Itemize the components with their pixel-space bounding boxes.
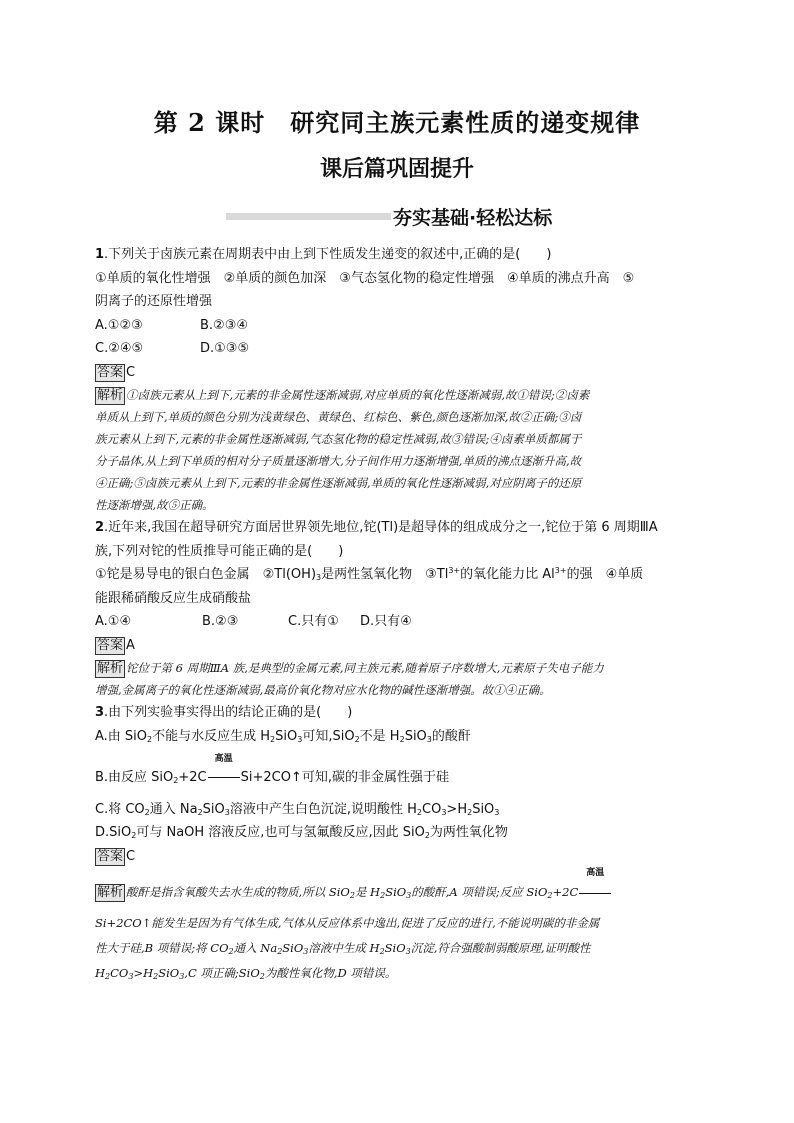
section-title: 夯实基础·轻松达标 — [393, 207, 553, 229]
answer-tag: 答案 — [97, 848, 124, 864]
page-subtitle: 课后篇巩固提升 — [319, 156, 474, 182]
option-a[interactable]: A.由 SiO$_2$不能与水反应生成 $H_2SiO_3$可知,SiO$_2$不是 $H_2SiO_3$的酸酐 — [95, 728, 471, 744]
answer-tag: 答案 — [97, 364, 124, 380]
option-b[interactable]: B.②③④ — [200, 317, 249, 333]
explanation-tag: 解析 — [97, 885, 124, 900]
explanation-tag: 解析 — [97, 388, 124, 403]
question-1-explanation: 解析 ①卤族元素从上到下,元素的非金属性逐渐减弱,对应单质的氧化性逐渐减弱,故①错误;②卤素 单质从上到下,单质的颜色分别为浅黄绿色、黄绿色、红棕色、紫色,颜色逐渐加深,故②正确;③卤 族元素从上到下,元素的非金属性逐渐减弱,气态氢化物的稳定性减弱,故③错误;④卤素单质都属于 分子晶体,从上到下单质的相对分子质量逐渐增大,分子间作用力逐渐增强,单质的沸点逐渐升高,故 ④正确;⑤卤族元素从上到下,元素的非金属性逐渐减弱,单质的氧化性逐渐减弱,对应阴离子的还原 性逐渐增强,故⑤正确。 — [95, 388, 590, 512]
option-b[interactable]: B.②③ — [202, 614, 239, 629]
answer-tag: 答案 — [97, 637, 124, 653]
reaction-condition: 高温 — [578, 880, 612, 905]
option-b[interactable]: B.由反应 SiO$_2$+2C 高温 Si+2CO↑可知,碳的非金属性强于硅 — [95, 766, 700, 790]
option-c[interactable]: C.只有① — [288, 614, 339, 629]
question-1-options-row2 — [95, 337, 700, 361]
question-3-stem: 3.由下列实验事实得出的结论正确的是( ) — [95, 705, 353, 720]
question-2-answer: 答案 A — [97, 637, 135, 653]
question-1-items-line2: 阴离子的还原性增强 — [95, 294, 213, 309]
reaction-condition: 高温 — [207, 766, 241, 790]
question-3-answer: 答案 C — [97, 848, 136, 864]
question-2-stem: 2.近年来,我国在超导研究方面居世界领先地位,铊(Tl)是超导体的组成成分之一,铊位于第 6 周期ⅢA — [95, 520, 658, 535]
option-d[interactable]: D.只有④ — [360, 614, 412, 629]
question-1-answer: 答案 C — [97, 364, 136, 380]
question-1 — [95, 243, 700, 516]
option-d[interactable]: D.SiO$_2$可与 NaOH 溶液反应,也可与氢氟酸反应,因此 SiO$_2$为两性氧化物 — [95, 825, 508, 840]
question-3-explanation: 解析 酸酐是指含氧酸失去水生成的物质,所以 SiO$_2$是 $H_2SiO_3$的酸酐,A 项错误;反应 SiO$_2$+2C 高温 Si+2CO↑能发生是因为有气体生成,气体从反应体系中逸出,促进了反应的进行,不能说明碳的非金属 性大于硅,B 项错误;将 $CO_2$通入 $Na_2SiO_3$溶液中生成 $H_2SiO_3$沉淀,符合强酸制弱酸原理,证明酸性 $H_2CO_3>H_2SiO_3,C$ 项正确;SiO$_2$为酸性氧化物,D 项错误。 — [95, 880, 700, 986]
option-a[interactable]: A.①②③ — [95, 317, 143, 333]
question-2-items: ①铊是易导电的银白色金属 $②Tl(OH)_3$是两性氢氧化物 $③Tl^{3+}$的氧化能力比 $Al^{3+}$的强 ④单质 — [95, 566, 644, 582]
section-divider-bar — [226, 213, 391, 220]
question-3 — [95, 701, 700, 986]
question-2: 2.近年来,我国在超导研究方面居世界领先地位,铊(Tl)是超导体的组成成分之一,铊位于第 6 周期ⅢA 族,下列对铊的性质推导可能正确的是( ) ①铊是易导电的银白色金属 $②Tl(OH)_3$是两性氢氧化物 $③Tl^{3+}$的氧化能力比 $Al^{3+}$的强 ④单质 能跟稀硝酸反应生成硝酸盐 A.①④ B.②③ C.只有① D.只有④ 答案 A 解析 铊位于第 6 周期ⅢA 族,是典型的金属元素,同主族元素,随着原子序数增大,元素原子失电子能力 增强,金属离子的氧化性逐渐减弱,最高价氧化物对应水化物的碱性逐渐增强。故①④正确。 — [95, 516, 700, 701]
question-2-explanation: 解析 铊位于第 6 周期ⅢA 族,是典型的金属元素,同主族元素,随着原子序数增大,元素原子失电子能力 增强,金属离子的氧化性逐渐减弱,最高价氧化物对应水化物的碱性逐渐增强。故①④正确。 — [95, 661, 604, 697]
question-list — [95, 243, 700, 986]
option-c[interactable]: C.②④⑤ — [95, 341, 144, 356]
question-1-stem: 1.下列关于卤族元素在周期表中由上到下性质发生递变的叙述中,正确的是( ) — [95, 247, 552, 262]
question-1-items-line1: ①单质的氧化性增强 ②单质的颜色加深 ③气态氢化物的稳定性增强 ④单质的沸点升高 ⑤ — [95, 270, 635, 286]
option-d[interactable]: D.①③⑤ — [200, 341, 250, 356]
question-1-options-row1 — [95, 314, 700, 338]
option-a[interactable]: A.①④ — [95, 614, 132, 629]
question-2-options — [95, 610, 700, 634]
explanation-tag: 解析 — [97, 661, 124, 676]
option-c[interactable]: C.将 $CO_2$通入 $Na_2SiO_3$溶液中产生白色沉淀,说明酸性 $H_2CO_3>H_2SiO_3$ — [95, 801, 500, 817]
page-title: 第 2 课时 研究同主族元素性质的递变规律 — [153, 108, 641, 137]
